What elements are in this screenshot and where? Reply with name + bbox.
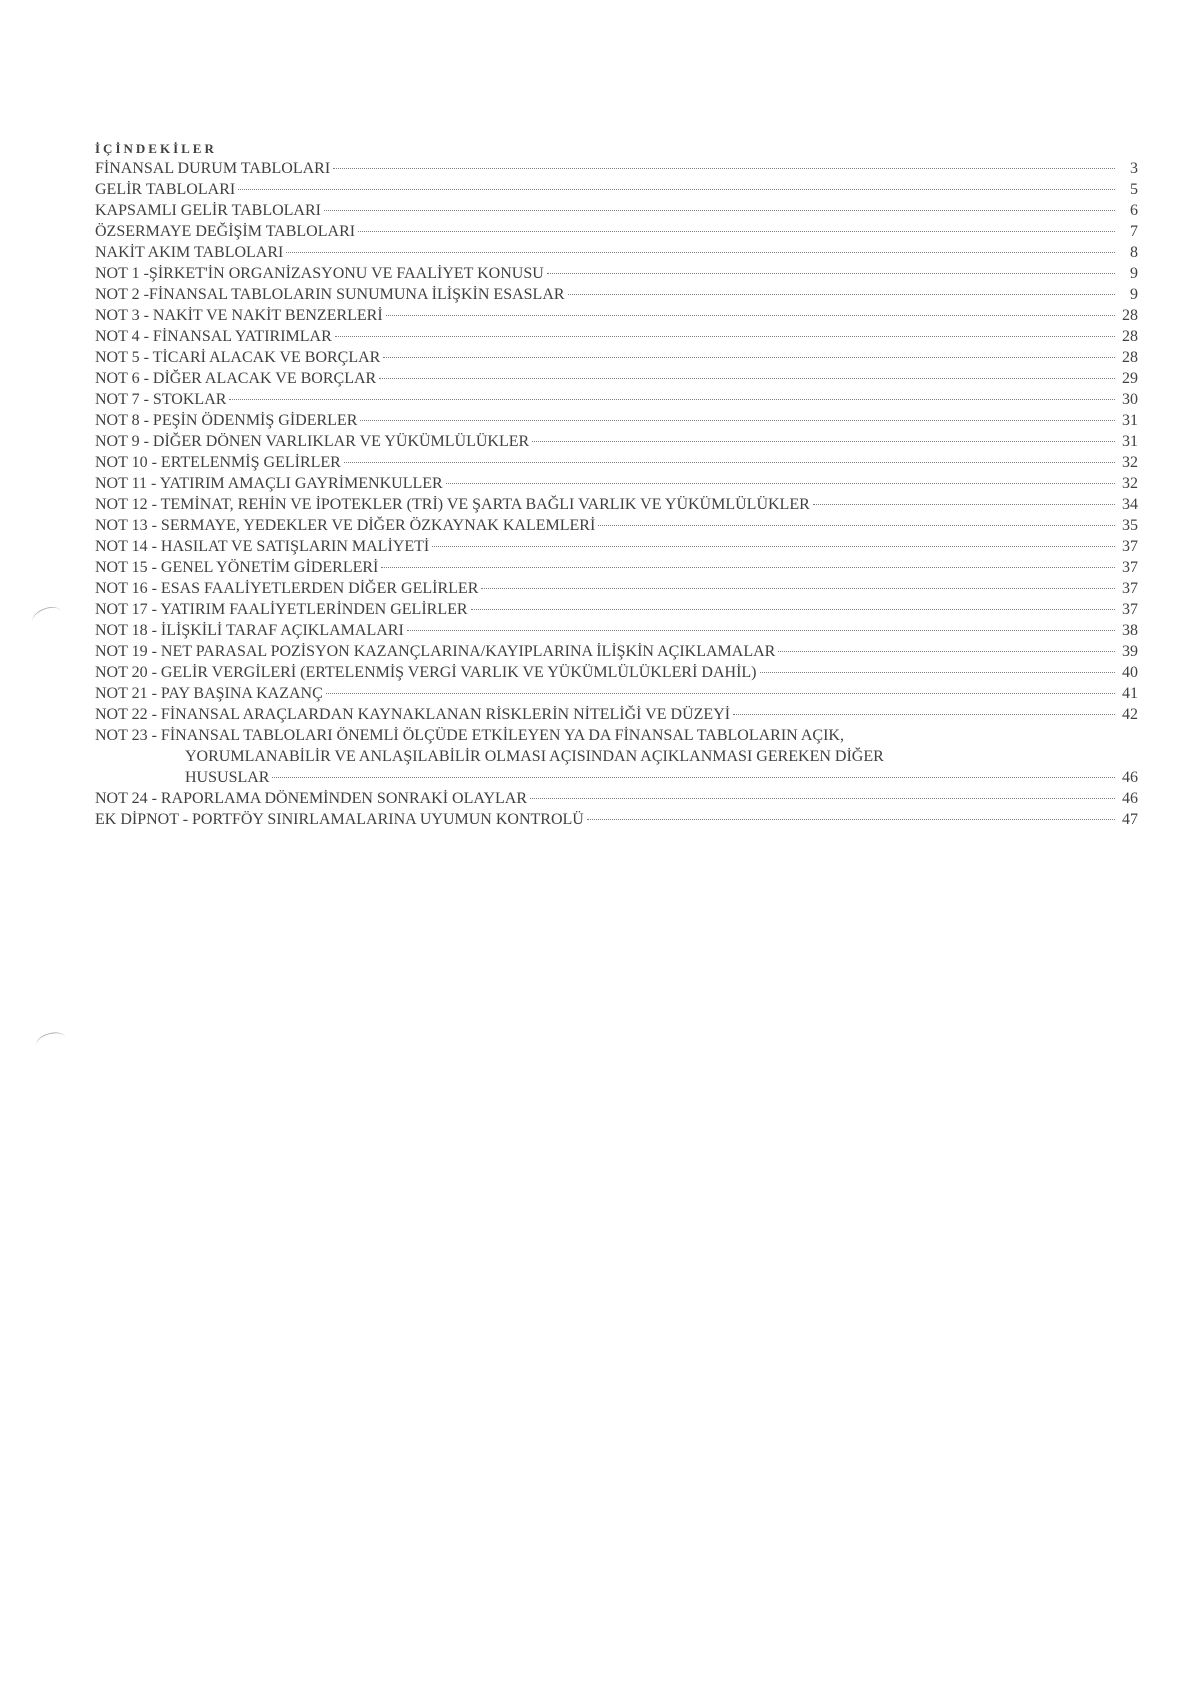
toc-entry-title: NOT 1 -ŞİRKET'İN ORGANİZASYONU VE FAALİYET KONUSU [95,265,544,282]
toc-entry-title: NOT 17 - YATIRIM FAALİYETLERİNDEN GELİRLER [95,601,468,618]
toc-heading: İÇİNDEKİLER [95,141,217,156]
toc-entry-page: 37 [1122,601,1138,618]
toc-entry [95,221,1138,242]
toc-entry-page: 35 [1122,517,1138,534]
toc-entry-title: NOT 14 - HASILAT VE SATIŞLARIN MALİYETİ [95,538,430,555]
toc-entry-title: NOT 24 - RAPORLAMA DÖNEMİNDEN SONRAKİ OLAYLAR [95,790,528,807]
toc-entry [95,389,1138,410]
toc-entry-title: NOT 9 - DİĞER DÖNEN VARLIKLAR VE YÜKÜMLÜLÜKLER [95,433,530,450]
dot-leader [344,462,1115,463]
toc-entry-title: NOT 7 - STOKLAR [95,391,227,408]
toc-entry [95,242,1138,263]
toc-entry [95,305,1138,326]
toc-entry [95,515,1138,536]
toc-entry [95,284,1138,305]
toc-entry-page: 42 [1122,706,1138,723]
dot-leader [481,588,1115,589]
toc-entry-title: NOT 5 - TİCARİ ALACAK VE BORÇLAR [95,349,381,366]
toc-entry [95,158,1138,179]
dot-leader [324,210,1115,211]
toc-entry-page: 47 [1122,811,1138,828]
toc-entry [95,494,1138,515]
toc-entry [95,431,1138,452]
toc-entry-page: 32 [1122,475,1138,492]
toc-entry-title-line-2: YORUMLANABİLİR VE ANLAŞILABİLİR OLMASI AÇISINDAN AÇIKLANMASI GEREKEN DİĞER [185,748,884,765]
toc-entry-page: 29 [1122,370,1138,387]
dot-leader [568,294,1115,295]
toc-entry-title-line-3: HUSUSLAR [185,769,270,786]
dot-leader [333,168,1115,169]
dot-leader [383,357,1115,358]
toc-entry-title: NOT 6 - DİĞER ALACAK VE BORÇLAR [95,370,377,387]
toc-entry-title-line-1: NOT 23 - FİNANSAL TABLOLARI ÖNEMLİ ÖLÇÜDE ETKİLEYEN YA DA FİNANSAL TABLOLARIN AÇIK, [95,727,844,744]
toc-entry-page: 32 [1122,454,1138,471]
dot-leader [229,399,1115,400]
toc-entry [95,368,1138,389]
toc-entry [95,410,1138,431]
toc-entry-title: NOT 19 - NET PARASAL POZİSYON KAZANÇLARINA/KAYIPLARINA İLİŞKİN AÇIKLAMALAR [95,643,776,660]
toc-entry [95,704,1138,725]
toc-entry-page: 6 [1130,202,1138,219]
dot-leader [386,315,1115,316]
dot-leader [358,231,1115,232]
dot-leader [286,252,1115,253]
toc-entry [95,662,1138,683]
toc-entry-title: KAPSAMLI GELİR TABLOLARI [95,202,321,219]
toc-entry-title: GELİR TABLOLARI [95,181,236,198]
toc-entry [95,599,1138,620]
toc-entry-title: NOT 20 - GELİR VERGİLERİ (ERTELENMİŞ VERGİ VARLIK VE YÜKÜMLÜLÜKLERİ DAHİL) [95,664,757,681]
toc-entry-page: 31 [1122,433,1138,450]
dot-leader [446,483,1115,484]
dot-leader [778,651,1115,652]
toc-entry [95,200,1138,221]
toc-entry-title: NAKİT AKIM TABLOLARI [95,244,284,261]
toc-entry-page: 37 [1122,580,1138,597]
toc-entry [95,347,1138,368]
toc-entry-page: 3 [1130,160,1138,177]
toc-entry-page: 37 [1122,559,1138,576]
toc-entry-title: NOT 21 - PAY BAŞINA KAZANÇ [95,685,323,702]
dot-leader [238,189,1115,190]
toc-tail-entries [95,788,1138,830]
toc-entry-title: NOT 11 - YATIRIM AMAÇLI GAYRİMENKULLER [95,475,443,492]
toc-entry [95,536,1138,557]
toc-entry-title: NOT 3 - NAKİT VE NAKİT BENZERLERİ [95,307,383,324]
toc-entry-title: ÖZSERMAYE DEĞİŞİM TABLOLARI [95,223,356,240]
dot-leader [760,672,1116,673]
toc-entry [95,641,1138,662]
dot-leader [381,567,1115,568]
toc-entry-title: NOT 2 -FİNANSAL TABLOLARIN SUNUMUNA İLİŞKİN ESASLAR [95,286,565,303]
toc-entry-page: 31 [1122,412,1138,429]
toc-entry-page: 37 [1122,538,1138,555]
toc-entry [95,683,1138,704]
dot-leader [379,378,1115,379]
toc-entry [95,578,1138,599]
toc-entry-page: 9 [1130,265,1138,282]
dot-leader [432,546,1115,547]
toc-entry-page: 30 [1122,391,1138,408]
toc-entry-title: NOT 16 - ESAS FAALİYETLERDEN DİĞER GELİRLER [95,580,479,597]
toc-entry-title: EK DİPNOT - PORTFÖY SINIRLAMALARINA UYUMUN KONTROLÜ [95,811,584,828]
toc-entry-title: NOT 10 - ERTELENMİŞ GELİRLER [95,454,341,471]
toc-entry-page: 46 [1122,790,1138,807]
dot-leader [598,525,1115,526]
toc-entry-page: 46 [1122,769,1138,786]
toc-entry [95,326,1138,347]
dot-leader [335,336,1115,337]
toc-entry [95,473,1138,494]
toc-entries [95,158,1138,725]
toc-entry [95,557,1138,578]
dot-leader [733,714,1115,715]
toc-entry-page: 9 [1130,286,1138,303]
toc-entry-page: 40 [1122,664,1138,681]
toc-entry-page: 28 [1122,307,1138,324]
toc-entry [95,263,1138,284]
dot-leader [547,273,1115,274]
dot-leader [530,798,1115,799]
toc-entry-page: 28 [1122,349,1138,366]
toc-entry [95,179,1138,200]
dot-leader [813,504,1115,505]
toc-entry-page: 41 [1122,685,1138,702]
toc-entry-title: NOT 8 - PEŞİN ÖDENMİŞ GİDERLER [95,412,358,429]
table-of-contents [95,140,1138,830]
dot-leader [272,777,1115,778]
toc-entry-page: 8 [1130,244,1138,261]
toc-entry [95,809,1138,830]
toc-entry-page: 34 [1122,496,1138,513]
punch-hole-mark [30,603,64,629]
dot-leader [587,819,1115,820]
dot-leader [532,441,1115,442]
dot-leader [407,630,1115,631]
dot-leader [326,693,1115,694]
toc-entry-title: NOT 15 - GENEL YÖNETİM GİDERLERİ [95,559,379,576]
toc-entry-page: 7 [1130,223,1138,240]
toc-entry-title: NOT 4 - FİNANSAL YATIRIMLAR [95,328,332,345]
toc-entry-page: 38 [1122,622,1138,639]
toc-entry-title: NOT 13 - SERMAYE, YEDEKLER VE DİĞER ÖZKAYNAK KALEMLERİ [95,517,596,534]
toc-entry-title: NOT 12 - TEMİNAT, REHİN VE İPOTEKLER (TRİ) VE ŞARTA BAĞLI VARLIK VE YÜKÜMLÜLÜKLER [95,496,810,513]
toc-entry-page: 28 [1122,328,1138,345]
toc-entry-page: 5 [1130,181,1138,198]
toc-entry-title: FİNANSAL DURUM TABLOLARI [95,160,331,177]
toc-entry [95,620,1138,641]
toc-entry [95,452,1138,473]
toc-entry-title: NOT 22 - FİNANSAL ARAÇLARDAN KAYNAKLANAN RİSKLERİN NİTELİĞİ VE DÜZEYİ [95,706,731,723]
punch-hole-mark [34,1029,67,1053]
toc-entry-title: NOT 18 - İLİŞKİLİ TARAF AÇIKLAMALARI [95,622,404,639]
dot-leader [360,420,1115,421]
toc-entry-not-23 [95,725,1138,788]
dot-leader [471,609,1115,610]
toc-entry [95,788,1138,809]
toc-entry-page: 39 [1122,643,1138,660]
